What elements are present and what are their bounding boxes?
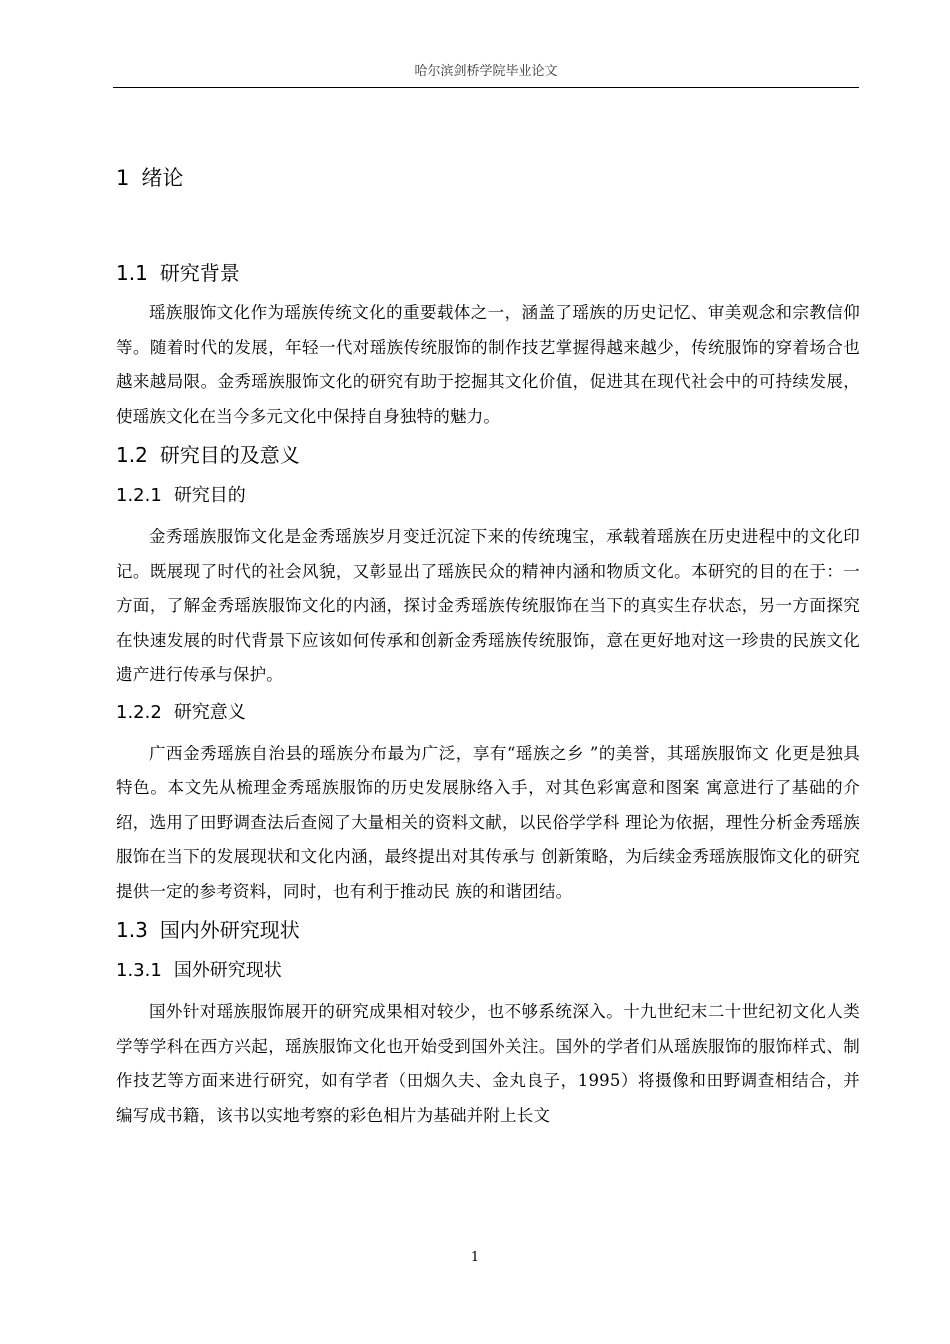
subsection-heading-1-2-2 bbox=[116, 695, 860, 731]
subsection-number: 1.2.1 bbox=[116, 485, 162, 506]
subsection-number: 1.2.2 bbox=[116, 701, 162, 723]
section-title: 研究背景 bbox=[159, 261, 240, 285]
section-heading-1-1 bbox=[116, 254, 860, 292]
paragraph-research-background: 瑶族服饰文化作为瑶族传统文化的重要载体之一，涵盖了瑶族的历史记忆、审美观念和宗教信仰等。随着时代的发展，年轻一代对瑶族传统服饰的制作技艺掌握得越来越少，传统服饰的穿着场合也越来越局限。金秀瑶族服饰文化的研究有助于挖掘其文化价值，促进其在现代社会中的可持续发展，使瑶族文化在当今多元文化中保持自身独特的魅力。 bbox=[116, 303, 860, 426]
subsection-heading-1-2-1 bbox=[116, 478, 860, 514]
header-rule bbox=[113, 87, 859, 88]
paragraph-research-purpose: 金秀瑶族服饰文化是金秀瑶族岁月变迁沉淀下来的传统瑰宝，承载着瑶族在历史进程中的文化印记。既展现了时代的社会风貌，又彰显出了瑶族民众的精神内涵和物质文化。本研究的目的在于：一方面，了解金秀瑶族服饰文化的内涵，探讨金秀瑶族传统服饰在当下的真实生存状态，另一方面探究在快速发展的时代背景下应该如何传承和创新金秀瑶族传统服饰，意在更好地对这一珍贵的民族文化遗产进行传承与保护。 bbox=[116, 527, 860, 684]
running-header: 哈尔滨剑桥学院毕业论文 bbox=[414, 64, 558, 79]
chapter-number: 1 bbox=[116, 166, 130, 190]
page-body bbox=[116, 160, 860, 1135]
paragraph-research-significance: 广西金秀瑶族自治县的瑶族分布最为广泛，享有“瑶族之乡 ”的美誉，其瑶族服饰文 化更是独具特色。本文先从梳理金秀瑶族服饰的历史发展脉络入手，对其色彩寓意和图案 寓意进行了基础的介绍，选用了田野调查法后查阅了大量相关的资料文献，以民俗学学科 理论为依据，理性分析金秀瑶族服饰在当下的发展现状和文化内涵，最终提出对其传承与 创新策略，为后续金秀瑶族服饰文化的研究提供一定的参考资料，同时，也有利于推动民 族的和谐团结。 bbox=[116, 743, 860, 901]
chapter-heading bbox=[116, 160, 860, 196]
paragraph-foreign-research: 国外针对瑶族服饰展开的研究成果相对较少，也不够系统深入。十九世纪末二十世纪初文化人类学等学科在西方兴起，瑶族服饰文化也开始受到国外关注。国外的学者们从瑶族服饰的服饰样式、制作技艺等方面来进行研究，如有学者（田烟久夫、金丸良子，1995）将摄像和田野调查相结合，并编写成书籍，该书以实地考察的彩色相片为基础并附上长文 bbox=[116, 1002, 860, 1125]
subsection-heading-1-3-1 bbox=[116, 953, 860, 989]
section-heading-1-2 bbox=[116, 436, 860, 474]
page-number: 1 bbox=[470, 1250, 480, 1265]
section-number: 1.2 bbox=[116, 443, 148, 467]
section-number: 1.3 bbox=[116, 918, 148, 942]
subsection-number: 1.3.1 bbox=[116, 960, 162, 981]
section-title: 国内外研究现状 bbox=[159, 918, 300, 942]
section-number: 1.1 bbox=[116, 261, 148, 285]
subsection-title: 研究目的 bbox=[173, 485, 246, 506]
subsection-title: 研究意义 bbox=[173, 701, 246, 723]
subsection-title: 国外研究现状 bbox=[173, 960, 282, 981]
chapter-title: 绪论 bbox=[141, 166, 184, 190]
section-title: 研究目的及意义 bbox=[159, 443, 300, 467]
section-heading-1-3 bbox=[116, 911, 860, 949]
